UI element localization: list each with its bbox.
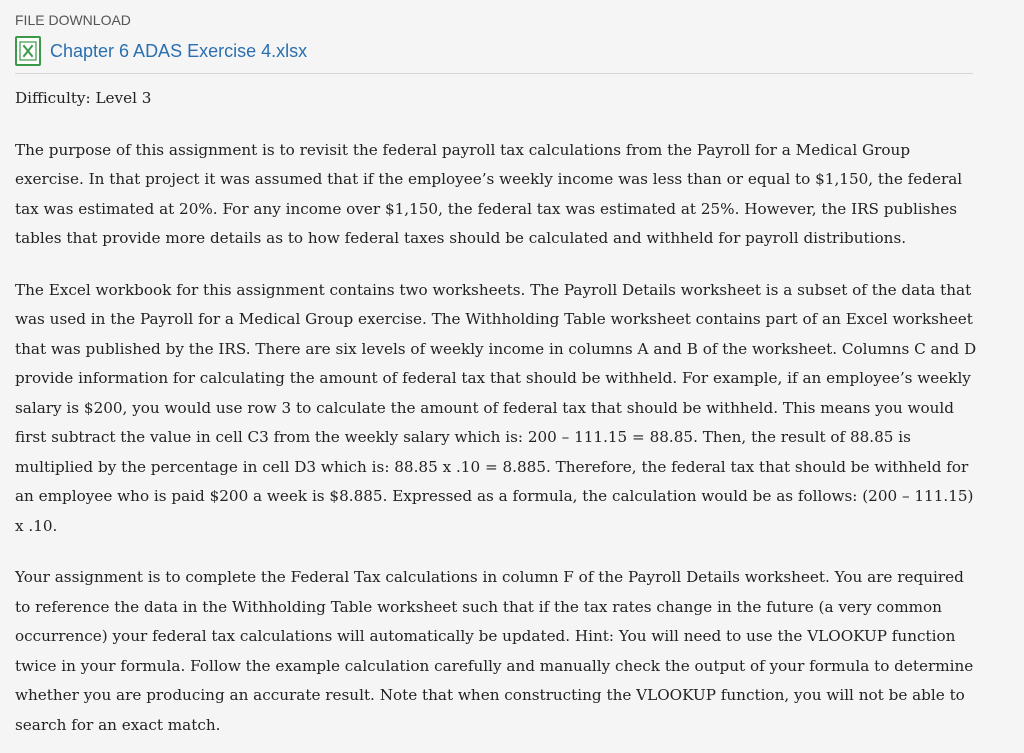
file-download-link[interactable]: Chapter 6 ADAS Exercise 4.xlsx bbox=[50, 41, 308, 61]
paragraph-assignment: Your assignment is to complete the Federal Tax calculations in column F of the Payroll Details worksheet. You are required to reference the data in the Withholding Table worksheet such that if the tax rates change in the future (a very common occurrence) your federal tax calculations will automatically be updated. Hint: You will need to use the VLOOKUP function twice in your formula. Follow the example calculation carefully and manually check the output of your formula to determine whether you are producing an accurate result. Note that when constructing the VLOOKUP function, you will not be able to search for an exact match. bbox=[15, 568, 974, 734]
assignment-content bbox=[15, 84, 980, 740]
paragraph-workbook: The Excel workbook for this assignment contains two worksheets. The Payroll Details worksheet is a subset of the data that was used in the Payroll for a Medical Group exercise. The Withholding Table worksheet contains part of an Excel worksheet that was published by the IRS. There are six levels of weekly income in columns A and B of the worksheet. Columns C and D provide information for calculating the amount of federal tax that should be withheld. For example, if an employee’s weekly salary is $200, you would use row 3 to calculate the amount of federal tax that should be withheld. This means you would first subtract the value in cell C3 from the weekly salary which is: 200 – 111.15 = 88.85. Then, the result of 88.85 is multiplied by the percentage in cell D3 which is: 88.85 x .10 = 8.885. Therefore, the federal tax that should be withheld for an employee who is paid $200 a week is $8.885. Expressed as a formula, the calculation would be as follows: (200 – 111.15) x .10. bbox=[15, 280, 977, 535]
file-download-row[interactable] bbox=[15, 36, 973, 66]
file-download-header: FILE DOWNLOAD bbox=[15, 12, 131, 28]
paragraph-purpose: The purpose of this assignment is to revisit the federal payroll tax calculations from the Payroll for a Medical Group exercise. In that project it was assumed that if the employee’s weekly income was less than or equal to $1,150, the federal tax was estimated at 20%. For any income over $1,150, the federal tax was estimated at 25%. However, the IRS publishes tables that provide more details as to how federal taxes should be calculated and withheld for payroll distributions. bbox=[15, 140, 963, 247]
difficulty-label: Difficulty: Level 3 bbox=[15, 89, 152, 107]
file-download-section bbox=[15, 12, 973, 74]
divider bbox=[15, 73, 973, 74]
excel-file-icon[interactable] bbox=[15, 36, 41, 66]
